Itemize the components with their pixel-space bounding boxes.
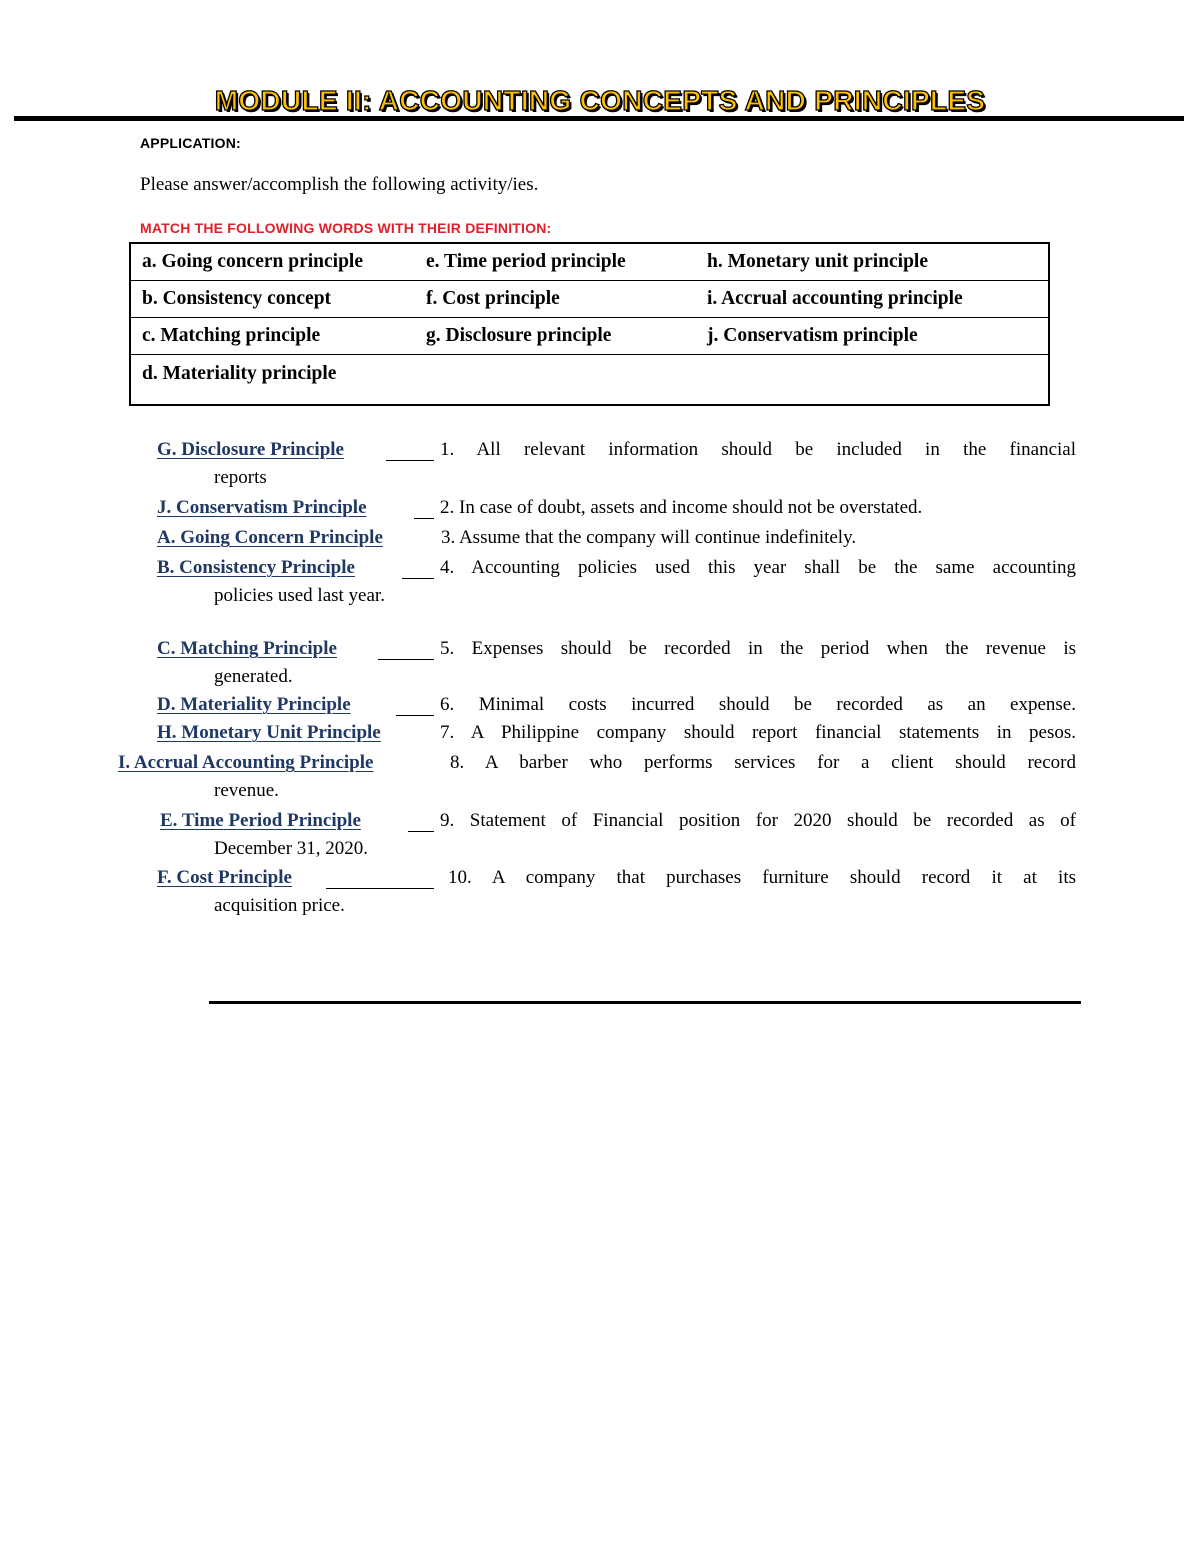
choices-row xyxy=(131,244,1048,281)
answer-blank xyxy=(414,518,434,519)
answer-8[interactable]: I. Accrual Accounting Principle xyxy=(118,752,374,773)
definition-10-cont: acquisition price. xyxy=(214,895,345,916)
answer-blank xyxy=(386,460,434,461)
definition-1-cont: reports xyxy=(214,467,267,488)
definition-7: 7. A Philippine company should report financial statements in pesos. xyxy=(440,722,1076,743)
definition-9-cont: December 31, 2020. xyxy=(214,838,369,859)
choices-row xyxy=(131,355,1048,404)
definition-8-cont: revenue. xyxy=(214,780,279,801)
answer-blank xyxy=(378,659,434,660)
definition-5: 5. Expenses should be recorded in the period when the revenue is xyxy=(440,638,1076,659)
answer-10[interactable]: F. Cost Principle xyxy=(157,867,292,888)
choices-table xyxy=(129,242,1050,406)
definition-1: 1. All relevant information should be included in the financial xyxy=(440,439,1076,460)
choice-g: g. Disclosure principle xyxy=(426,325,612,346)
definition-10: 10. A company that purchases furniture should record it at its xyxy=(448,867,1076,888)
answer-blank xyxy=(326,888,434,889)
choice-e: e. Time period principle xyxy=(426,251,626,272)
answer-7[interactable]: H. Monetary Unit Principle xyxy=(157,722,381,743)
choice-h: h. Monetary unit principle xyxy=(707,251,929,272)
choice-d: d. Materiality principle xyxy=(142,363,337,384)
answer-9[interactable]: E. Time Period Principle xyxy=(160,810,361,831)
answer-2[interactable]: J. Conservatism Principle xyxy=(157,497,367,518)
answer-blank xyxy=(402,578,434,579)
bottom-rule xyxy=(209,1001,1081,1004)
instruction-text: Please answer/accomplish the following activity/ies. xyxy=(140,174,539,195)
answer-blank xyxy=(408,831,434,832)
choice-f: f. Cost principle xyxy=(426,288,560,309)
choice-i: i. Accrual accounting principle xyxy=(707,288,963,309)
choice-j: j. Conservatism principle xyxy=(707,325,918,346)
definition-6: 6. Minimal costs incurred should be recorded as an expense. xyxy=(440,694,1076,715)
answer-3[interactable]: A. Going Concern Principle xyxy=(157,527,383,548)
definition-8: 8. A barber who performs services for a client should record xyxy=(450,752,1076,773)
answer-1[interactable]: G. Disclosure Principle xyxy=(157,439,344,460)
choice-b: b. Consistency concept xyxy=(142,288,332,309)
title-rule xyxy=(14,116,1184,121)
definition-9: 9. Statement of Financial position for 2020 should be recorded as of xyxy=(440,810,1076,831)
choices-row xyxy=(131,281,1048,318)
match-heading: MATCH THE FOLLOWING WORDS WITH THEIR DEFINITION: xyxy=(140,220,552,236)
section-label: APPLICATION: xyxy=(140,135,241,151)
answer-blank xyxy=(396,715,434,716)
definition-2: 2. In case of doubt, assets and income should not be overstated. xyxy=(440,497,923,518)
answer-6[interactable]: D. Materiality Principle xyxy=(157,694,351,715)
answer-5[interactable]: C. Matching Principle xyxy=(157,638,337,659)
answer-4[interactable]: B. Consistency Principle xyxy=(157,557,355,578)
module-title: MODULE II: ACCOUNTING CONCEPTS AND PRINCIPLES xyxy=(214,85,986,116)
choice-a: a. Going concern principle xyxy=(142,251,363,272)
choices-row xyxy=(131,318,1048,355)
definition-4-cont: policies used last year. xyxy=(214,585,385,606)
definition-4: 4. Accounting policies used this year shall be the same accounting xyxy=(440,557,1076,578)
choice-c: c. Matching principle xyxy=(142,325,321,346)
definition-5-cont: generated. xyxy=(214,666,293,687)
definition-3: 3. Assume that the company will continue indefinitely. xyxy=(441,527,857,548)
